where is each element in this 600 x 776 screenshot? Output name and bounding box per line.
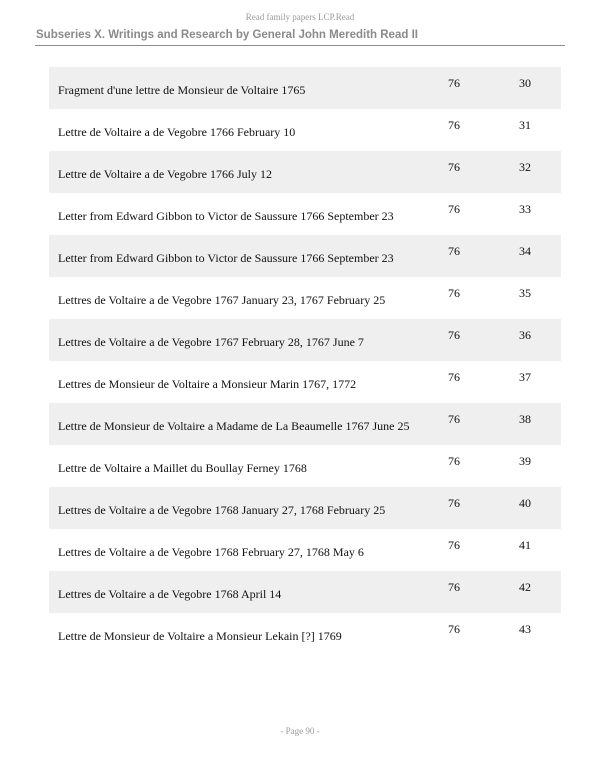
row-folder-number: 40 xyxy=(519,496,531,510)
container-row xyxy=(49,571,561,613)
row-box-number: 76 xyxy=(448,244,460,258)
row-folder-number: 39 xyxy=(519,454,531,468)
row-title: Lettres de Voltaire a de Vegobre 1767 February 28, 1767 June 7 xyxy=(58,335,364,349)
row-folder-number: 41 xyxy=(519,538,531,552)
row-box-number: 76 xyxy=(448,538,460,552)
container-row xyxy=(49,277,561,319)
row-title: Lettres de Voltaire a de Vegobre 1768 April 14 xyxy=(58,587,282,601)
row-title: Lettre de Voltaire a de Vegobre 1766 February 10 xyxy=(58,125,296,139)
row-title: Fragment d'une lettre de Monsieur de Voltaire 1765 xyxy=(58,83,306,97)
row-box-number: 76 xyxy=(448,580,460,594)
row-box-number: 76 xyxy=(448,160,460,174)
row-folder-number: 32 xyxy=(519,160,531,174)
row-box-number: 76 xyxy=(448,496,460,510)
row-title: Lettres de Monsieur de Voltaire a Monsieur Marin 1767, 1772 xyxy=(58,377,357,391)
row-folder-number: 30 xyxy=(519,76,531,90)
container-row xyxy=(49,487,561,529)
row-box-number: 76 xyxy=(448,412,460,426)
row-folder-number: 42 xyxy=(519,580,531,594)
container-row xyxy=(49,193,561,235)
container-row xyxy=(49,319,561,361)
container-row xyxy=(49,445,561,487)
row-folder-number: 37 xyxy=(519,370,531,384)
running-header: Read family papers LCP.Read xyxy=(245,12,355,22)
row-box-number: 76 xyxy=(448,370,460,384)
row-folder-number: 36 xyxy=(519,328,531,342)
row-folder-number: 35 xyxy=(519,286,531,300)
row-title: Lettre de Monsieur de Voltaire a Madame de La Beaumelle 1767 June 25 xyxy=(58,419,410,433)
row-folder-number: 34 xyxy=(519,244,531,258)
container-row xyxy=(49,403,561,445)
container-row xyxy=(49,613,561,655)
container-row xyxy=(49,151,561,193)
row-folder-number: 31 xyxy=(519,118,531,132)
container-row xyxy=(49,109,561,151)
row-box-number: 76 xyxy=(448,286,460,300)
row-title: Letter from Edward Gibbon to Victor de Saussure 1766 September 23 xyxy=(58,209,394,223)
container-row xyxy=(49,67,561,109)
row-title: Lettres de Voltaire a de Vegobre 1767 January 23, 1767 February 25 xyxy=(58,293,386,307)
row-box-number: 76 xyxy=(448,454,460,468)
container-row xyxy=(49,361,561,403)
row-title: Lettre de Voltaire a de Vegobre 1766 July 12 xyxy=(58,167,272,181)
row-folder-number: 43 xyxy=(519,622,531,636)
row-box-number: 76 xyxy=(448,118,460,132)
row-title: Lettre de Voltaire a Maillet du Boullay Ferney 1768 xyxy=(58,461,307,475)
container-list xyxy=(49,67,561,655)
row-box-number: 76 xyxy=(448,328,460,342)
header-divider xyxy=(35,45,565,46)
container-row xyxy=(49,235,561,277)
page-number: - Page 90 - xyxy=(280,726,320,736)
row-title: Lettres de Voltaire a de Vegobre 1768 January 27, 1768 February 25 xyxy=(58,503,386,517)
row-box-number: 76 xyxy=(448,622,460,636)
row-box-number: 76 xyxy=(448,202,460,216)
row-box-number: 76 xyxy=(448,76,460,90)
row-folder-number: 38 xyxy=(519,412,531,426)
row-title: Lettres de Voltaire a de Vegobre 1768 February 27, 1768 May 6 xyxy=(58,545,364,559)
row-title: Lettre de Monsieur de Voltaire a Monsieur Lekain [?] 1769 xyxy=(58,629,342,643)
container-row xyxy=(49,529,561,571)
series-title: Subseries X. Writings and Research by General John Meredith Read II xyxy=(36,29,418,41)
row-folder-number: 33 xyxy=(519,202,531,216)
row-title: Letter from Edward Gibbon to Victor de Saussure 1766 September 23 xyxy=(58,251,394,265)
